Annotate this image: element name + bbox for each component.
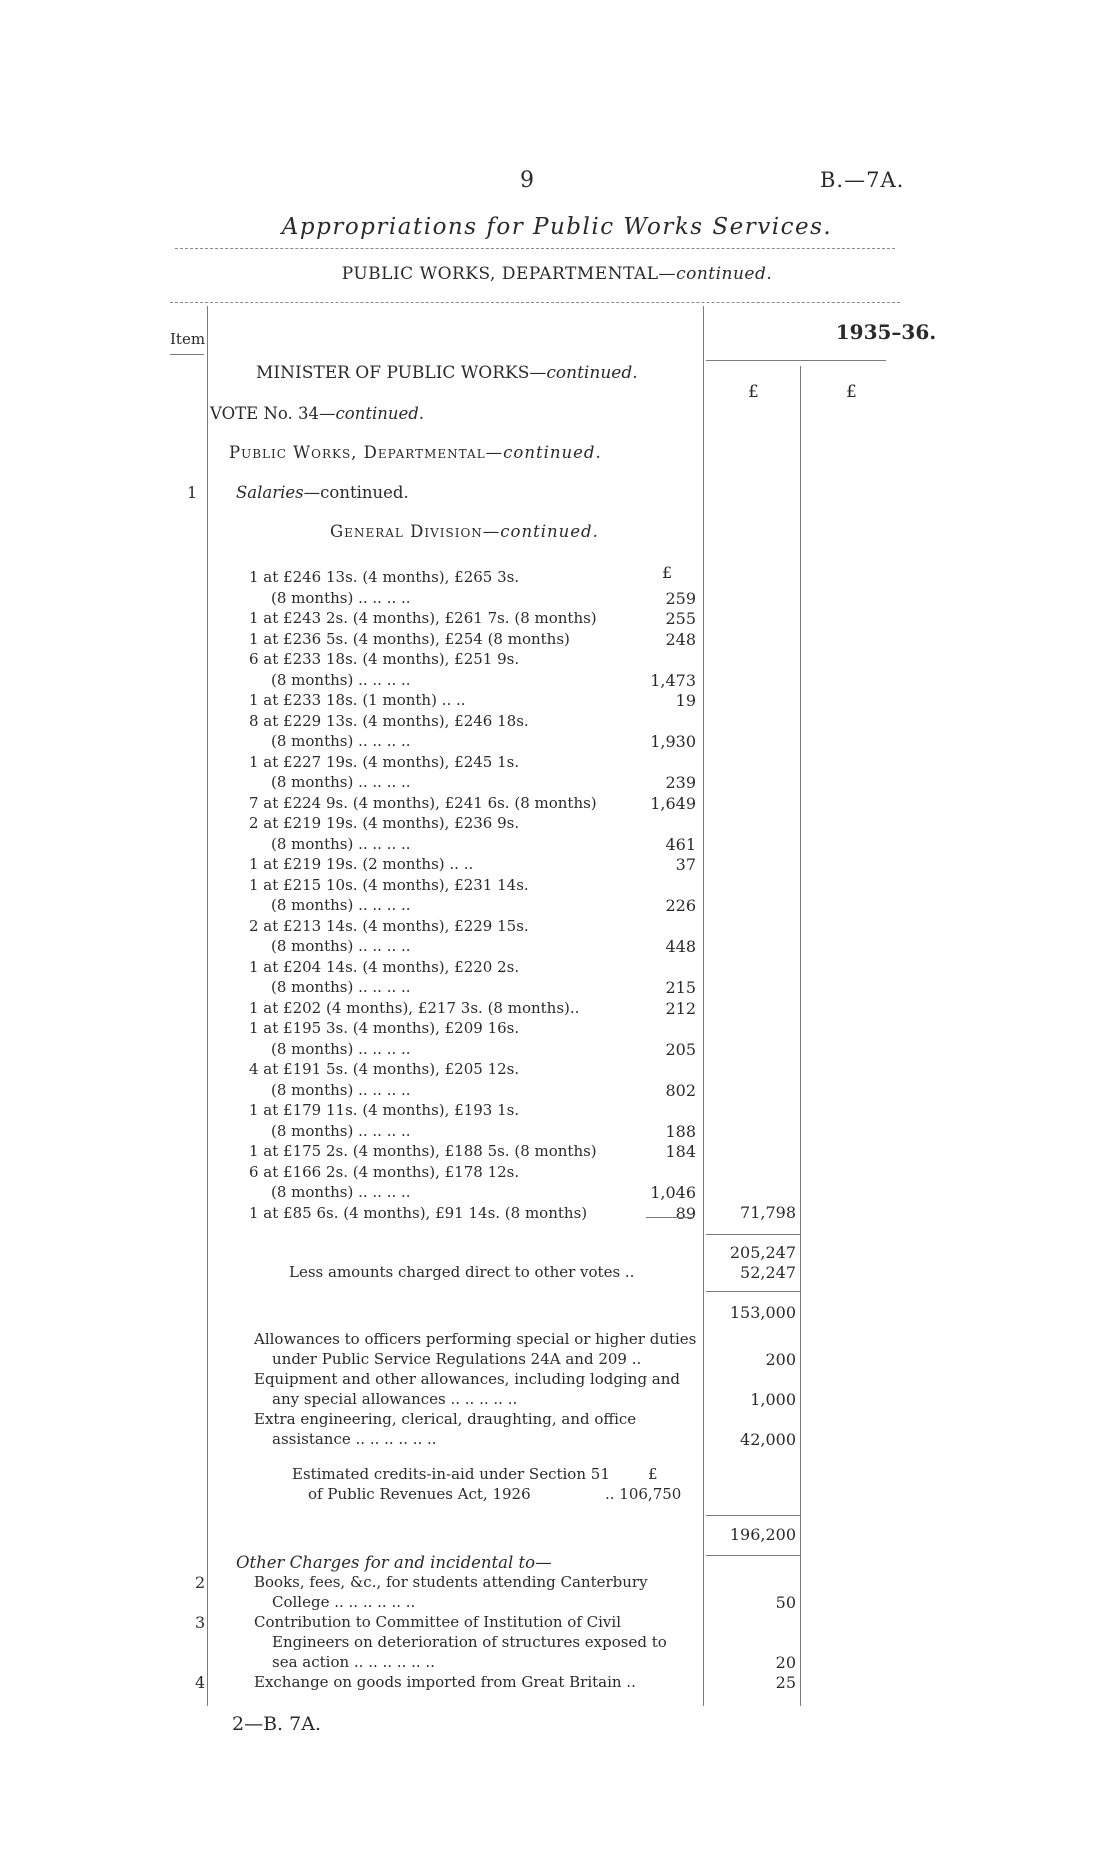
year-column-header: 1935–36. bbox=[835, 320, 937, 344]
page-title: Appropriations for Public Works Services. bbox=[281, 214, 833, 240]
item-header-rule bbox=[170, 354, 204, 355]
salary-row-text: (8 months) .. .. .. .. bbox=[271, 1080, 411, 1099]
salary-row-amount: 448 bbox=[665, 937, 696, 956]
salary-row-text: 1 at £175 2s. (4 months), £188 5s. (8 months) bbox=[249, 1142, 597, 1160]
footer-reference: 2—B. 7A. bbox=[232, 1713, 321, 1735]
salary-row-amount: 1,046 bbox=[650, 1183, 696, 1202]
salary-row-text: 4 at £191 5s. (4 months), £205 12s. bbox=[249, 1060, 520, 1078]
salary-row-amount: 802 bbox=[665, 1080, 696, 1100]
title-rule bbox=[175, 248, 895, 249]
net-total: 153,000 bbox=[729, 1303, 796, 1322]
salary-row-text: 1 at £204 14s. (4 months), £220 2s. bbox=[249, 957, 520, 976]
item-number: 3 bbox=[195, 1613, 206, 1632]
other-charge-text: sea action .. .. .. .. .. .. bbox=[272, 1653, 435, 1671]
salary-row-text: 6 at £166 2s. (4 months), £178 12s. bbox=[249, 1162, 520, 1181]
salary-row-amount: 212 bbox=[665, 998, 696, 1018]
salary-row-amount: 259 bbox=[665, 588, 696, 608]
less-label: Less amounts charged direct to other votes .. bbox=[289, 1263, 635, 1281]
page-number: 9 bbox=[520, 168, 534, 193]
credits-line-2: of Public Revenues Act, 1926 bbox=[308, 1485, 531, 1503]
description-column-divider bbox=[703, 306, 704, 1706]
salary-row-text: 2 at £219 19s. (4 months), £236 9s. bbox=[249, 814, 520, 832]
salary-row-text: (8 months) .. .. .. .. bbox=[271, 732, 411, 750]
allowance-amount: 1,000 bbox=[750, 1390, 796, 1409]
salary-row-amount: 255 bbox=[665, 609, 696, 628]
salary-row-text: (8 months) .. .. .. .. bbox=[271, 1183, 411, 1201]
other-charge-text: Exchange on goods imported from Great Britain .. bbox=[254, 1673, 636, 1691]
vote-heading: VOTE No. 34—continued. bbox=[210, 404, 425, 423]
item-number: 2 bbox=[195, 1573, 206, 1592]
department-heading: Public Works, Departmental—continued. bbox=[229, 443, 602, 462]
salary-row-amount: 89 bbox=[675, 1203, 696, 1223]
salary-row-text: 1 at £179 11s. (4 months), £193 1s. bbox=[249, 1101, 520, 1119]
salary-row-text: (8 months) .. .. .. .. bbox=[271, 1039, 411, 1058]
other-charge-amount: 20 bbox=[775, 1653, 796, 1672]
salary-subtotal: 71,798 bbox=[740, 1203, 796, 1222]
salary-row-text: 1 at £233 18s. (1 month) .. .. bbox=[249, 691, 466, 709]
allowance-text: Allowances to officers performing special or higher duties bbox=[254, 1330, 697, 1348]
allowance-amount: 42,000 bbox=[740, 1430, 796, 1449]
other-charge-text: Contribution to Committee of Institution of Civil bbox=[254, 1613, 621, 1631]
subtitle-rule bbox=[170, 302, 900, 303]
salary-row-text: (8 months) .. .. .. .. bbox=[271, 937, 411, 955]
salary-row-text: 1 at £219 19s. (2 months) .. .. bbox=[249, 855, 474, 873]
salary-row-amount: 184 bbox=[665, 1142, 696, 1161]
salary-row-amount: 37 bbox=[675, 855, 696, 874]
subtitle-continued: continued. bbox=[676, 264, 773, 284]
year-header-rule bbox=[706, 360, 886, 361]
allowance-text: any special allowances .. .. .. .. .. bbox=[272, 1390, 518, 1408]
allowance-text: assistance .. .. .. .. .. .. bbox=[272, 1430, 437, 1448]
other-charges-heading: Other Charges for and incidental to— bbox=[236, 1553, 552, 1572]
net-rule bbox=[706, 1291, 800, 1292]
subtotal-rule bbox=[706, 1234, 800, 1235]
other-charge-amount: 50 bbox=[775, 1593, 796, 1612]
page-subtitle bbox=[0, 264, 1114, 284]
salary-row-text: 6 at £233 18s. (4 months), £251 9s. bbox=[249, 650, 520, 668]
salary-row-text: (8 months) .. .. .. .. bbox=[271, 978, 411, 996]
salary-row-amount: 188 bbox=[665, 1121, 696, 1141]
other-charge-text: Books, fees, &c., for students attending Canterbury bbox=[254, 1573, 648, 1591]
other-charge-text: Engineers on deterioration of structures exposed to bbox=[272, 1633, 667, 1651]
salary-row-text: (8 months) .. .. .. .. bbox=[271, 670, 411, 689]
document-reference: B.—7A. bbox=[820, 168, 905, 192]
salary-row-amount: 1,649 bbox=[650, 793, 696, 813]
salary-row-amount: 461 bbox=[665, 834, 696, 854]
salary-row-text: 1 at £195 3s. (4 months), £209 16s. bbox=[249, 1019, 520, 1037]
salary-pound-sign: £ bbox=[662, 563, 673, 582]
item-number: 4 bbox=[195, 1673, 206, 1692]
division-heading: General Division—continued. bbox=[330, 522, 599, 541]
salary-row-amount: 1,473 bbox=[650, 670, 696, 690]
credits-line-1: Estimated credits-in-aid under Section 51 bbox=[292, 1465, 610, 1483]
salary-row-amount: 1,930 bbox=[650, 732, 696, 751]
salary-row-text: 1 at £236 5s. (4 months), £254 (8 months) bbox=[249, 629, 570, 648]
salary-row-text: (8 months) .. .. .. .. bbox=[271, 1121, 411, 1140]
allowance-text: Equipment and other allowances, including lodging and bbox=[254, 1370, 681, 1388]
grand-total: 196,200 bbox=[729, 1525, 796, 1544]
salary-sum-rule bbox=[646, 1217, 692, 1218]
salary-row-text: 7 at £224 9s. (4 months), £241 6s. (8 months) bbox=[249, 793, 597, 812]
salary-row-text: (8 months) .. .. .. .. bbox=[271, 773, 411, 791]
salary-row-text: 1 at £215 10s. (4 months), £231 14s. bbox=[249, 875, 529, 894]
salary-row-text: 8 at £229 13s. (4 months), £246 18s. bbox=[249, 711, 529, 730]
salary-row-text: 2 at £213 14s. (4 months), £229 15s. bbox=[249, 916, 529, 935]
salary-row-text: (8 months) .. .. .. .. bbox=[271, 588, 411, 607]
grand-total-rule-top bbox=[706, 1515, 800, 1516]
less-amount: 52,247 bbox=[740, 1263, 796, 1282]
salary-row-amount: 239 bbox=[665, 773, 696, 792]
allowance-text: Extra engineering, clerical, draughting, and office bbox=[254, 1410, 637, 1428]
minister-heading: MINISTER OF PUBLIC WORKS—continued. bbox=[256, 363, 638, 383]
salary-row-text: (8 months) .. .. .. .. bbox=[271, 896, 411, 914]
pound-column2-header: £ bbox=[846, 382, 857, 402]
salary-row-amount: 19 bbox=[675, 691, 696, 710]
salary-row-text: 1 at £246 13s. (4 months), £265 3s. bbox=[249, 568, 520, 586]
gross-total: 205,247 bbox=[729, 1243, 796, 1262]
other-charge-text: College .. .. .. .. .. .. bbox=[272, 1593, 416, 1611]
salary-row-amount: 248 bbox=[665, 629, 696, 649]
salary-row-text: 1 at £202 (4 months), £217 3s. (8 months).. bbox=[249, 998, 580, 1017]
subtitle-main: PUBLIC WORKS, DEPARTMENTAL— bbox=[341, 264, 677, 284]
salary-row-text: 1 at £85 6s. (4 months), £91 14s. (8 months) bbox=[249, 1203, 588, 1222]
salary-row-amount: 205 bbox=[665, 1039, 696, 1059]
allowance-text: under Public Service Regulations 24A and 209 .. bbox=[272, 1350, 642, 1368]
grand-total-rule-bottom bbox=[706, 1555, 800, 1556]
other-charge-amount: 25 bbox=[775, 1673, 796, 1692]
item-column-header: Item bbox=[170, 330, 206, 348]
salary-row-text: (8 months) .. .. .. .. bbox=[271, 834, 411, 853]
credits-amount: .. 106,750 bbox=[605, 1485, 682, 1503]
salary-row-text: 1 at £227 19s. (4 months), £245 1s. bbox=[249, 752, 520, 771]
salary-row-amount: 215 bbox=[665, 978, 696, 997]
amount-column-divider bbox=[800, 366, 801, 1706]
allowance-amount: 200 bbox=[765, 1350, 796, 1369]
item-column-divider bbox=[207, 306, 208, 1706]
credits-pound-sign: £ bbox=[648, 1465, 658, 1483]
salary-row-amount: 226 bbox=[665, 896, 696, 915]
pound-column1-header: £ bbox=[748, 382, 759, 402]
item-number: 1 bbox=[187, 483, 198, 502]
salary-row-text: 1 at £243 2s. (4 months), £261 7s. (8 months) bbox=[249, 609, 597, 627]
salaries-heading: Salaries—continued. bbox=[236, 483, 409, 502]
